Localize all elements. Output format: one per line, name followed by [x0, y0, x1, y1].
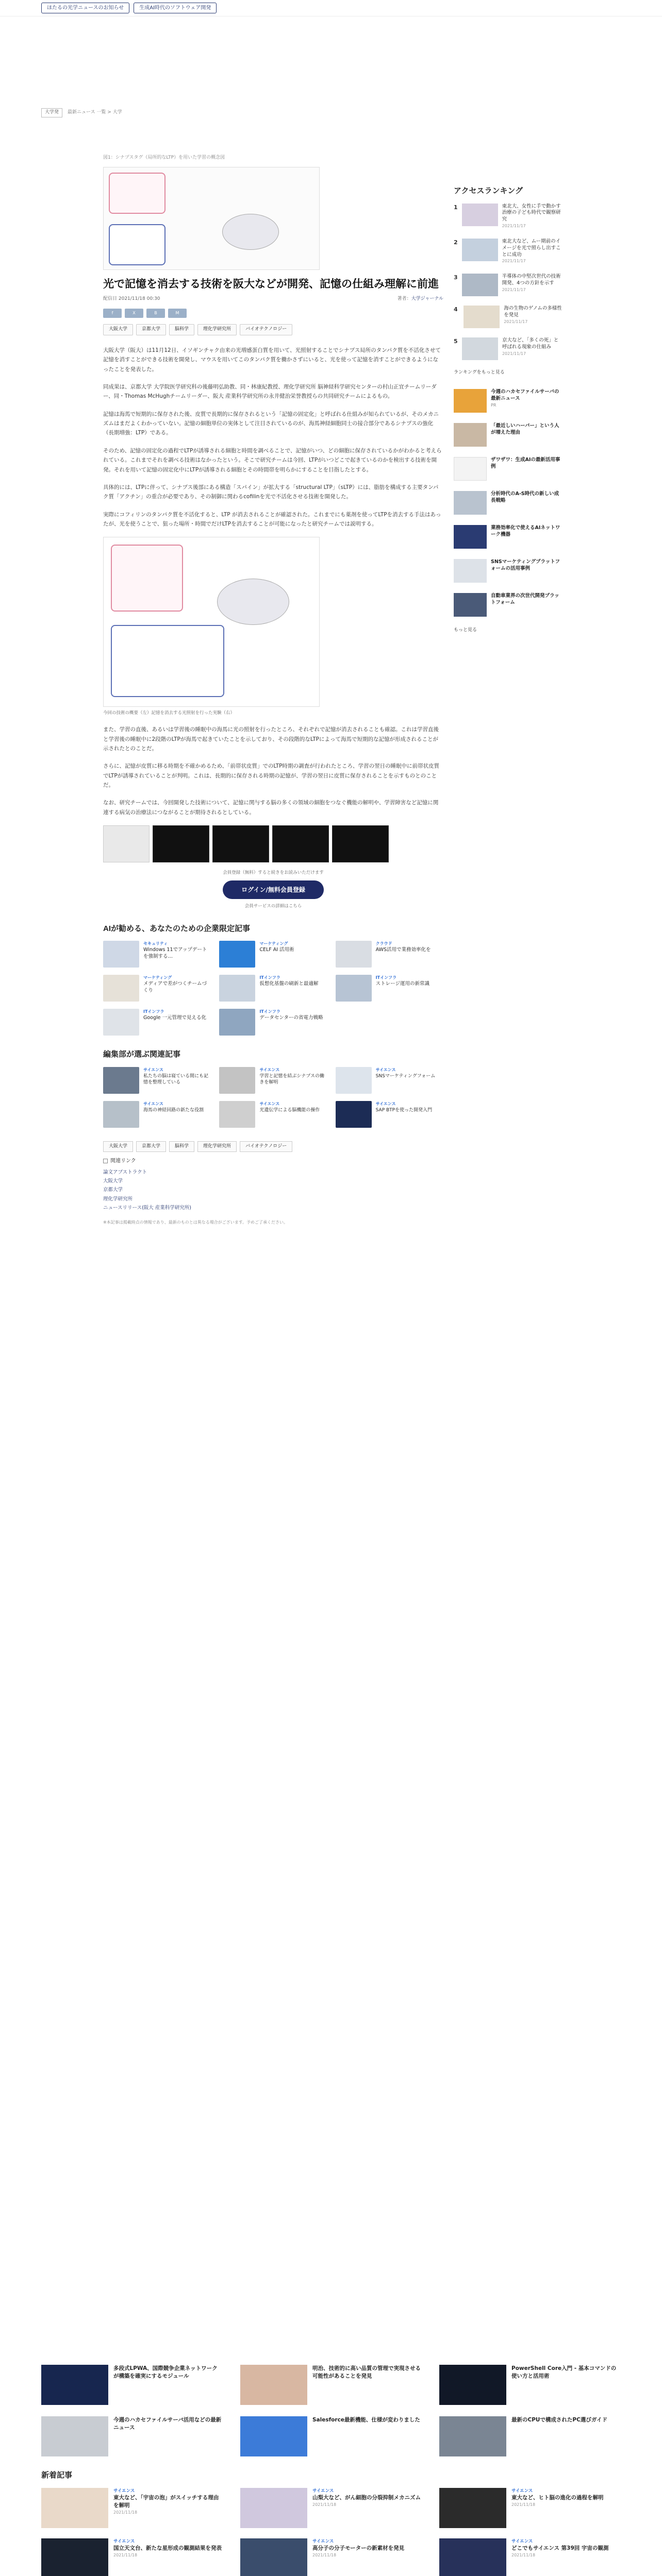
login-sub-link[interactable]: 会員サービスの詳細はこちら — [244, 903, 302, 909]
thumbnail — [41, 2365, 108, 2405]
wide-card-title: Salesforce最新機能、仕様が変わりました — [312, 2417, 420, 2423]
card-category: ITインフラ — [375, 975, 397, 980]
recommend-card[interactable] — [103, 975, 211, 1002]
card-title: データセンターの省電力戦略 — [259, 1015, 323, 1021]
rank-number: 1 — [454, 204, 458, 211]
new-articles-grid — [41, 2488, 621, 2576]
card-category: サイエンス — [312, 2488, 334, 2494]
card-title: 海馬の神経回路の新たな役割 — [143, 1107, 204, 1113]
thumbnail — [41, 2538, 108, 2576]
hero-fig-box-1 — [109, 173, 166, 214]
tag-link[interactable]: 脳科学 — [169, 324, 194, 335]
thumbnail — [103, 1101, 139, 1128]
wide-articles — [41, 2365, 621, 2576]
promo-title: 自動車業界の次世代開発プラットフォーム — [491, 592, 559, 605]
body-paragraph: 大阪大学（阪大）は11月12日、イソギンチャク由来の光増感蛋白質を用いて、光照射することでシナプス局所のタンパク質を不活化させて記憶を消すことができる技術を開発し、マウスを用いてこのタンパク質を働かさずにいると、光を使って記憶を消すことができるようになったことを発表した。 — [103, 347, 441, 372]
card-title: どこでもサイエンス 第39回 宇宙の観測 — [511, 2545, 609, 2552]
promo-title: 「最近しいハーバー」という人が増えた理由 — [491, 422, 559, 435]
card-category: サイエンス — [259, 1067, 280, 1072]
rank-title: 東北大、女性に手で動かす治療の子ども時代で観察研究 — [502, 203, 561, 223]
new-card[interactable] — [240, 2488, 422, 2528]
footnote: ※本記事は掲載時点の情報であり、最新のものとは異なる場合がございます。予めご了承ください。 — [103, 1219, 288, 1225]
thumbnail — [454, 457, 487, 481]
card-date: 2021/11/18 — [113, 2552, 138, 2557]
promo-item[interactable] — [454, 389, 562, 413]
tag-link[interactable]: 大阪大学 — [103, 324, 133, 335]
promo-item[interactable] — [454, 423, 562, 447]
wide-card[interactable] — [439, 2416, 621, 2456]
rank-date: 2021/11/17 — [502, 287, 526, 292]
thumbnail — [439, 2365, 506, 2405]
ranking-item[interactable] — [454, 306, 562, 328]
author-prefix: 著者： — [397, 296, 411, 301]
rank-date: 2021/11/17 — [502, 351, 526, 356]
article-figure — [103, 537, 320, 707]
thumbnail — [336, 941, 372, 968]
body-paragraph: また、学習の直後、あるいは学習後の睡眠中の海馬に光の照射を行ったところ、それぞれで記憶が消去されることも確認。これは学習直後と学習後の睡眠中に2段階のLTPが海馬で起きていたことを示しており、その段階的なLTPによって海馬で短期的な記憶が形成されることが示されたとのことだ。 — [103, 726, 439, 752]
rank-number: 2 — [454, 239, 458, 246]
thumbnail — [219, 1101, 255, 1128]
thumbnail — [454, 593, 487, 617]
card-date: 2021/11/18 — [511, 2552, 536, 2557]
promo-more-link[interactable]: もっと見る — [454, 627, 477, 633]
related-link[interactable]: 論文アブストラクト — [103, 1170, 147, 1176]
card-category: サイエンス — [143, 1067, 163, 1072]
promo-item[interactable] — [454, 559, 562, 583]
thumbnail — [454, 559, 487, 583]
editor-card[interactable] — [336, 1067, 443, 1094]
new-card[interactable] — [439, 2538, 621, 2576]
promo-sub: PR — [491, 402, 496, 408]
article-main — [103, 155, 443, 1230]
article-meta — [103, 296, 443, 303]
thumbnail — [454, 491, 487, 515]
new-articles-heading: 新着記事 — [41, 2471, 73, 2480]
top-promo-button[interactable]: ほたるの光学ニュースのお知らせ — [41, 3, 129, 13]
promo-item[interactable] — [454, 525, 562, 549]
tag-link[interactable]: 理化学研究所 — [197, 1141, 237, 1153]
card-category: サイエンス — [312, 2538, 334, 2544]
thumbnail — [439, 2416, 506, 2456]
tag-link[interactable]: 大阪大学 — [103, 1141, 133, 1153]
recommend-card[interactable] — [103, 941, 211, 968]
thumbnail — [103, 941, 139, 968]
card-title: 高分子の分子モーターの新素材を発見 — [312, 2545, 405, 2552]
promo-title: 分析時代のA-S時代の新しい成長戦略 — [491, 490, 559, 503]
related-link[interactable]: ニュースリリース(阪大 産業科学研究所) — [103, 1205, 191, 1211]
recommend-heading: AIが勧める、あなたのための企業限定記事 — [103, 924, 251, 933]
card-category: サイエンス — [375, 1101, 396, 1106]
article-date: 配信日 2021/11/18 00:30 — [103, 296, 160, 301]
related-links-heading — [103, 1157, 443, 1165]
card-category: サイエンス — [113, 2538, 135, 2544]
card-title: 学習と記憶を結ぶシナプスの働きを解明 — [259, 1073, 324, 1085]
share-facebook-button[interactable]: f — [103, 309, 122, 318]
ranking-item[interactable] — [454, 239, 562, 264]
share-mail-button[interactable]: M — [168, 309, 187, 318]
editor-card[interactable] — [336, 1101, 443, 1128]
tag-link[interactable]: 京都大学 — [136, 324, 166, 335]
rank-title: 京大など、「多くの死」と呼ばれる現象の仕組み — [502, 337, 559, 350]
card-title: SNSマーケティングフォーム — [375, 1073, 436, 1079]
promo-item[interactable] — [454, 457, 562, 481]
figure-box-1 — [111, 545, 183, 612]
card-title: 仮想化基盤の刷新と最適解 — [259, 981, 319, 987]
top-promo-button-2[interactable]: 生成AI時代のソフトウェア開発 — [134, 3, 217, 13]
card-category: サイエンス — [511, 2538, 533, 2544]
article-byline — [398, 296, 443, 303]
body-paragraph: そのため、記憶の固定化の過程でLTPが誘導される細胞と時間を調べることで、記憶がいつ、どの細胞に保存されているかがわかると考えられている。これまでそれを調べる技術はなかったという。そこで研究チームは今回、LTPがいつどこで起きているのかを検出する技術を開発。それを用いて記憶の固定化中にLTPが誘導される細胞とその時間帯を明らかにすることを目指したとする。 — [103, 447, 442, 473]
login-block — [103, 870, 443, 910]
thumbnail — [219, 975, 255, 1002]
login-note: 会員登録（無料）すると続きをお読みいただけます — [223, 870, 324, 876]
thumbnail — [336, 975, 372, 1002]
rank-date: 2021/11/17 — [502, 223, 526, 228]
wide-card-title: 今週のハカセファイルサーバ活用などの最新ニュース — [113, 2417, 222, 2431]
thumbnail — [454, 525, 487, 549]
breadcrumb-link[interactable]: 最新ニュース 一覧 > 大学 — [68, 110, 122, 115]
hero-caption: 図1：シナプスタグ（局所的なLTP）を用いた学習の概念図 — [103, 155, 225, 160]
thumbnail — [336, 1067, 372, 1094]
hero-figure — [103, 167, 320, 270]
body-paragraph: さらに、記憶が皮質に移る時期を不確かめるため、「前帯状皮質」でのLTP時期の調査が行われたところ、学習の翌日の睡眠中に前帯状皮質でLTPが誘導されていることが判明。これは、長期的に保存される時期の記憶が、学習の翌日に皮質に保存されることを示すものとのことだ。 — [103, 763, 439, 789]
new-card[interactable] — [41, 2488, 223, 2528]
tag-link[interactable]: バイオテクノロジー — [240, 1141, 292, 1153]
promo-item[interactable] — [454, 593, 562, 617]
editor-pick-grid — [103, 1067, 443, 1128]
thumbnail — [240, 2416, 307, 2456]
category-tag[interactable]: 大学発 — [41, 108, 62, 117]
card-category: マーケティング — [143, 975, 172, 980]
microscope-image — [212, 825, 269, 862]
body-paragraph: 実際にコフィリンのタンパク質を不活化すると、LTP が消去されることが確認された。これまでにも薬剤を使ってLTPを消去する手法はあったが、光を使うことで、狙った場所・時間でだけLTPを消去することが可能になったと研究チームでは説明する。 — [103, 511, 441, 528]
thumbnail — [219, 1009, 255, 1036]
card-title: 山梨大など、がん細胞の分裂抑制メカニズム — [312, 2495, 421, 2501]
ranking-item[interactable] — [454, 274, 562, 296]
microscope-image — [332, 825, 389, 862]
mouse-illustration — [222, 214, 279, 250]
wide-card-title: 最新のCPUで構成されたPC選びガイド — [511, 2417, 608, 2423]
wide-card-title: PowerShell Core入門 - 基本コマンドの使い方と活用術 — [511, 2365, 617, 2379]
card-date: 2021/11/18 — [511, 2502, 536, 2507]
breadcrumb — [41, 108, 122, 117]
thumbnail — [240, 2538, 307, 2576]
thumbnail — [219, 941, 255, 968]
thumbnail — [439, 2538, 506, 2576]
thumbnail — [462, 204, 498, 226]
tag-link[interactable]: 脳科学 — [169, 1141, 194, 1153]
ranking-item[interactable] — [454, 204, 562, 229]
new-card[interactable] — [41, 2538, 223, 2576]
related-links-label: 関連リンク — [110, 1158, 136, 1164]
card-title: Windows 11でアップデートを強制する… — [143, 947, 207, 960]
card-category: サイエンス — [259, 1101, 280, 1106]
promo-title: 業務効率化で使えるAIネットワーク機器 — [491, 524, 560, 537]
card-category: ITインフラ — [259, 1009, 280, 1014]
editor-card[interactable] — [103, 1101, 211, 1128]
rank-number: 3 — [454, 274, 458, 281]
tag-link[interactable]: バイオテクノロジー — [240, 324, 292, 335]
wide-card-title: 明治、技術的に高い品質の管理で実現させる可能性があることを発見 — [312, 2365, 421, 2379]
thumbnail — [41, 2416, 108, 2456]
wide-card[interactable] — [41, 2416, 223, 2456]
editor-card[interactable] — [219, 1101, 327, 1128]
new-card[interactable] — [240, 2538, 422, 2576]
recommend-card[interactable] — [219, 1009, 327, 1036]
card-title: 東大など、「宇宙の泡」がスイッチする理由を解明 — [113, 2495, 219, 2509]
editor-card[interactable] — [103, 1067, 211, 1094]
sidebar — [454, 185, 562, 646]
related-links — [103, 1168, 443, 1212]
card-date: 2021/11/18 — [113, 2510, 138, 2515]
recommend-card[interactable] — [103, 1009, 211, 1036]
recommend-card[interactable] — [336, 941, 443, 968]
microscope-image — [153, 825, 209, 862]
wide-card-title: 多段式LPWA、国際競争企業ネットワークが構築を確実にするモジュール — [113, 2365, 218, 2379]
rank-date: 2021/11/17 — [504, 319, 528, 324]
body-paragraph: 具体的には、LTPに伴って、シナプス後部にある構造「スパイン」が拡大する「structural LTP」（sLTP）には、脂肪を構成する主要タンパク質「アクチン」の重合が必要であり、その制御に関わるcofilinを光で不活化させる技術を開発した。 — [103, 484, 439, 500]
author-link[interactable]: 大学ジャーナル — [411, 296, 443, 301]
thumbnail — [41, 2488, 108, 2528]
ranking-item[interactable] — [454, 337, 562, 360]
bottom-tags — [103, 1141, 443, 1153]
card-title: CELF AI 活用術 — [259, 947, 294, 953]
wide-card[interactable] — [41, 2365, 223, 2405]
recommend-card[interactable] — [219, 941, 327, 968]
thumbnail — [219, 1067, 255, 1094]
login-button[interactable]: ログイン/無料会員登録 — [223, 880, 324, 899]
top-bar — [0, 0, 662, 16]
wide-card[interactable] — [240, 2365, 422, 2405]
thumbnail — [462, 239, 498, 261]
thumbnail — [240, 2365, 307, 2405]
card-title: 私たちの脳は寝ている間にも記憶を整理している — [143, 1073, 209, 1085]
card-title: AWS活用で業務効率化を — [375, 947, 431, 953]
promo-title: ザワザワ：生成AIの最新活用事例 — [491, 456, 560, 469]
promo-item[interactable] — [454, 491, 562, 515]
thumbnail — [103, 975, 139, 1002]
thumbnail — [439, 2488, 506, 2528]
share-x-button[interactable]: X — [125, 309, 143, 318]
card-category: サイエンス — [511, 2488, 533, 2494]
card-category: ITインフラ — [259, 975, 280, 980]
related-link[interactable]: 京都大学 — [103, 1187, 123, 1193]
thumbnail — [454, 423, 487, 447]
new-card[interactable] — [439, 2488, 621, 2528]
card-category: セキュリティ — [143, 941, 168, 946]
hero-fig-box-2 — [109, 224, 166, 265]
ranking-heading: アクセスランキング — [454, 187, 523, 195]
microscope-images — [103, 825, 443, 862]
thumbnail — [462, 337, 498, 360]
related-link[interactable]: 大阪大学 — [103, 1178, 123, 1184]
figure-caption: 今回の技術の概要（左）記憶を消去する光照射を行った実験（右） — [103, 710, 235, 716]
card-title: 光遺伝学による脳機能の操作 — [259, 1107, 320, 1113]
recommend-card[interactable] — [219, 975, 327, 1002]
rank-title: 半導体の中堅次世代の技術開発、4つの方針を示す — [502, 274, 561, 286]
share-hatena-button[interactable]: B — [146, 309, 165, 318]
body-paragraph: 同成果は、京都大学 大学院医学研究科の後藤明弘助教、同・林康紀教授、理化学研究所 脳神経科学研究センターの村山正宜チームリーダー、同・Thomas McHughチームリーダー、阪大 産業科学研究所の永井健治栄誉教授らの共同研究チームによるもの。 — [103, 383, 437, 400]
related-link[interactable]: 理化学研究所 — [103, 1196, 133, 1202]
article-tags — [103, 324, 443, 335]
editor-pick-heading: 編集部が選ぶ関連記事 — [103, 1050, 181, 1059]
editor-card[interactable] — [219, 1067, 327, 1094]
card-title: 国立天文台、新たな星形成の観測結果を発表 — [113, 2545, 222, 2552]
rank-title: 海の生物のゲノムの多様性を発見 — [504, 306, 562, 318]
wide-grid — [41, 2365, 621, 2456]
card-category: ITインフラ — [143, 1009, 164, 1014]
card-title: SAP BTPを使った開発入門 — [375, 1107, 433, 1113]
thumbnail — [462, 274, 498, 296]
checkbox-icon — [103, 1159, 108, 1163]
thumbnail — [464, 306, 500, 328]
thumbnail — [103, 1067, 139, 1094]
share-buttons — [103, 309, 443, 318]
card-date: 2021/11/18 — [312, 2552, 337, 2557]
card-title: 東大など、ヒト脳の進化の過程を解明 — [511, 2495, 604, 2501]
mouse-illustration-2 — [217, 579, 289, 625]
body-paragraph: なお、研究チームでは、今回開発した技術について、記憶に関与する脳の多くの領域の細胞をつなぐ機能の解明や、学習障害など記憶に関連する病気の治療法につながることが期待されるとしている。 — [103, 800, 439, 816]
card-category: マーケティング — [259, 941, 288, 946]
microscope-image — [103, 825, 150, 862]
wide-card[interactable] — [240, 2416, 422, 2456]
body-paragraph: 記憶は海馬で短期的に保存された後、皮質で長期的に保存されるという「記憶の固定化」と呼ばれる仕組みが知られているが、そのメカニズムはまだよくわかっていない。記憶の細胞単位の実体として注目されているのが、海馬神経細胞同士の接合部分であるシナプスの強化（長期増強：LTP）である。 — [103, 411, 439, 436]
article-title: 光で記憶を消去する技術を阪大などが開発、記憶の仕組み理解に前進 — [103, 278, 439, 290]
promo-title: 今週のハカセファイルサーバの最新ニュース — [491, 388, 559, 401]
recommend-grid — [103, 941, 443, 1036]
card-title: ストレージ運用の新常識 — [375, 981, 429, 987]
rank-number: 5 — [454, 338, 458, 345]
figure-box-2 — [111, 625, 224, 697]
card-date: 2021/11/18 — [312, 2502, 337, 2507]
card-title: Google 一元管理で見える化 — [143, 1015, 207, 1021]
card-category: サイエンス — [113, 2488, 135, 2494]
microscope-image — [272, 825, 329, 862]
wide-card[interactable] — [439, 2365, 621, 2405]
rank-date: 2021/11/17 — [502, 259, 526, 264]
recommend-card[interactable] — [336, 975, 443, 1002]
tag-link[interactable]: 理化学研究所 — [197, 324, 237, 335]
rank-title: 東北大など、ムー期前のイメージを光で照らし出すことに成功 — [502, 238, 561, 258]
thumbnail — [336, 1101, 372, 1128]
card-category: クラウド — [375, 941, 392, 946]
rank-number: 4 — [454, 306, 458, 313]
card-category: サイエンス — [375, 1067, 396, 1072]
thumbnail — [240, 2488, 307, 2528]
card-category: サイエンス — [143, 1101, 163, 1106]
card-title: メディアで差がつくチームづくり — [143, 981, 207, 994]
promo-title: SNSマーケティングプラットフォームの活用事例 — [491, 558, 560, 571]
tag-link[interactable]: 京都大学 — [136, 1141, 166, 1153]
thumbnail — [454, 389, 487, 413]
thumbnail — [103, 1009, 139, 1036]
ranking-more-link[interactable]: ランキングをもっと見る — [454, 370, 505, 376]
